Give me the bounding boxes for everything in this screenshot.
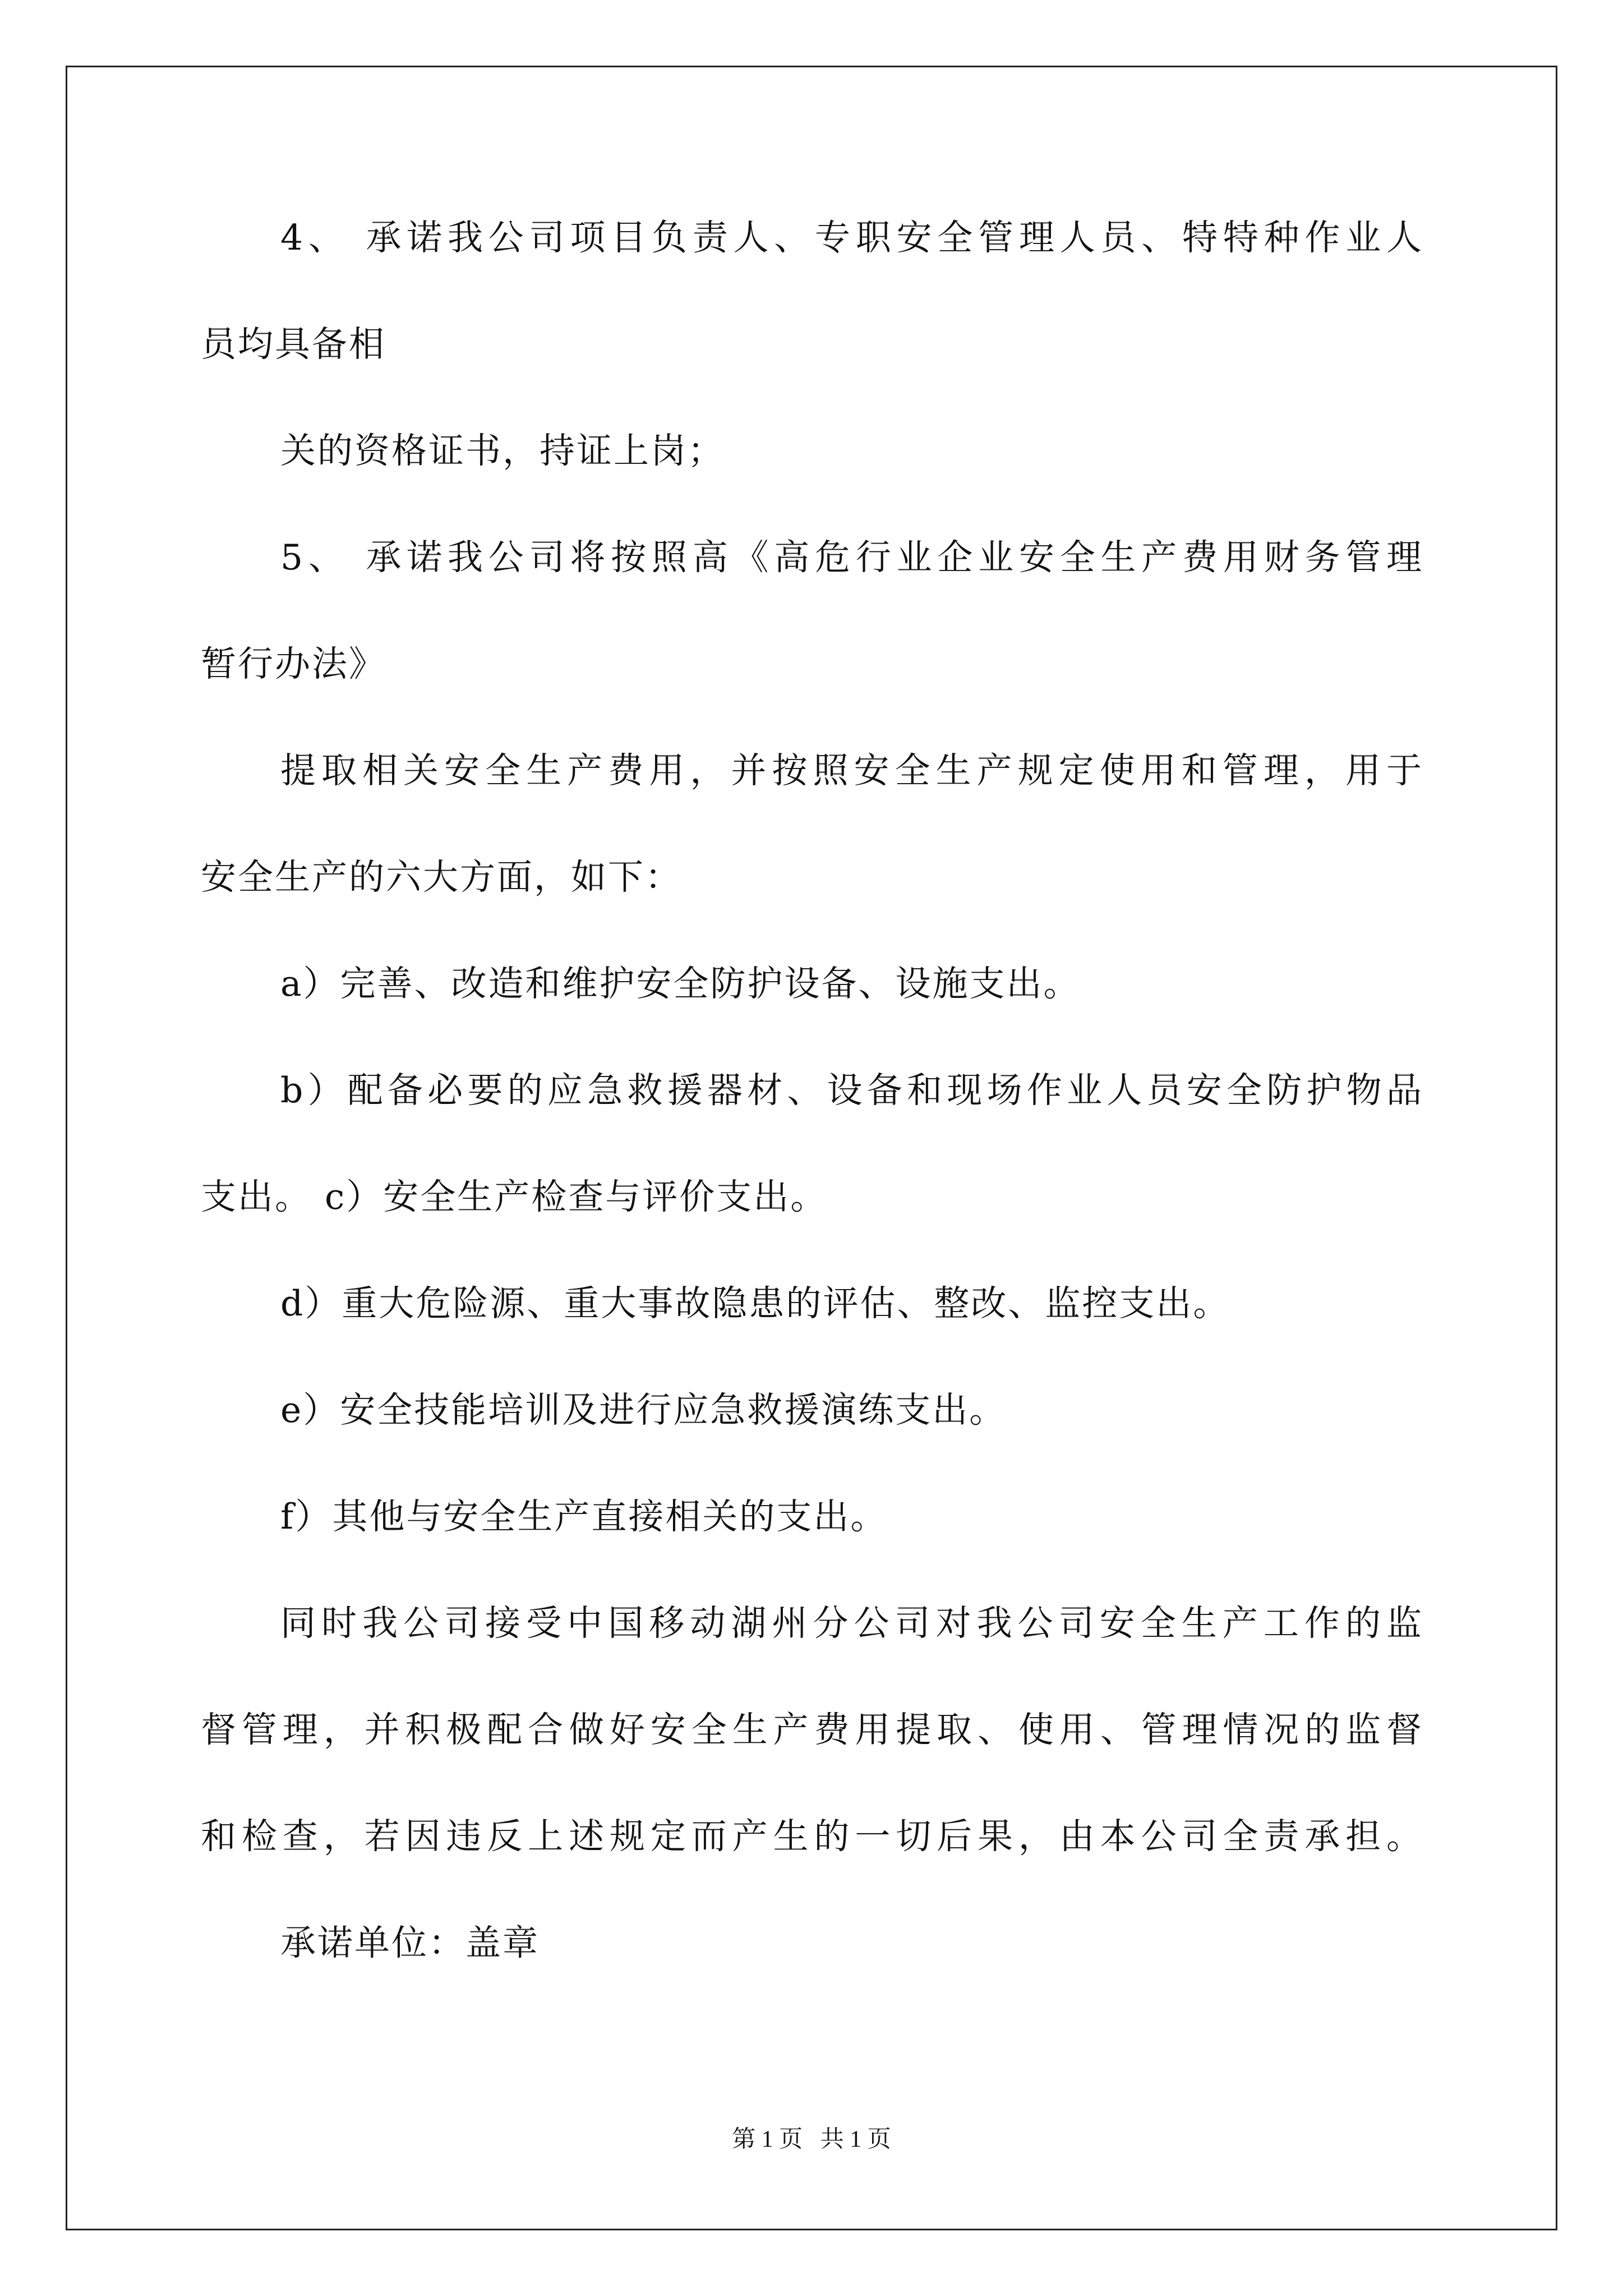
paragraph-line: 员均具备相 — [201, 324, 386, 365]
paragraph-line: 暂行办法》 — [201, 643, 386, 684]
paragraph-line: 安全生产的六大方面，如下： — [201, 857, 682, 898]
list-item-d: d）重大危险源、重大事故隐患的评估、整改、监控支出。 — [280, 1283, 1230, 1324]
paragraph-line: 督管理，并积极配合做好安全生产费用提取、使用、管理情况的监督 — [201, 1709, 1423, 1750]
list-item-a: a）完善、改造和维护安全防护设备、设施支出。 — [280, 963, 1081, 1004]
paragraph-line: 和检查，若因违反上述规定而产生的一切后果，由本公司全责承担。 — [201, 1816, 1423, 1857]
list-item-e: e）安全技能培训及进行应急救援演练支出。 — [280, 1389, 1007, 1430]
signature-line: 承诺单位：盖章 — [280, 1922, 540, 1963]
paragraph-line: 关的资格证书，持证上岗； — [280, 430, 725, 471]
paragraph-line: 同时我公司接受中国移动湖州分公司对我公司安全生产工作的监 — [280, 1603, 1423, 1644]
list-item-c: 支出。 c）安全生产检查与评价支出。 — [201, 1176, 828, 1217]
page-border — [66, 66, 1557, 2230]
list-item-b: b）配备必要的应急救援器材、设备和现场作业人员安全防护物品 — [280, 1070, 1423, 1111]
list-item-f: f）其他与安全生产直接相关的支出。 — [280, 1496, 888, 1537]
paragraph-line: 5、 承诺我公司将按照高《高危行业企业安全生产费用财务管理 — [280, 537, 1423, 578]
paragraph-line: 4、 承诺我公司项目负责人、专职安全管理人员、特特种作业人 — [280, 217, 1423, 258]
paragraph-line: 提取相关安全生产费用，并按照安全生产规定使用和管理，用于 — [280, 750, 1423, 791]
page-number-footer: 第 1 页 共 1 页 — [732, 2127, 891, 2152]
